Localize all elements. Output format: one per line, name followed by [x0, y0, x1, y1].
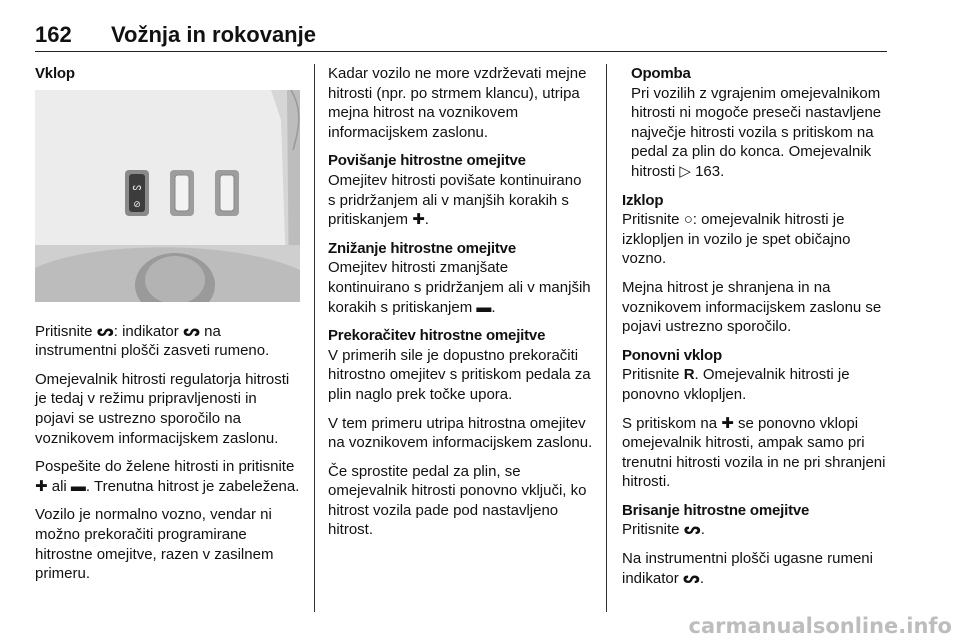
column-divider	[314, 64, 315, 612]
plus-icon: ✚	[35, 477, 48, 495]
page-number: 162	[35, 22, 72, 47]
resume-key-label: R	[683, 366, 695, 384]
note-heading: Opomba	[631, 65, 691, 82]
paragraph: Na instrumentni plošči ugasne rumeni indikator ᔕ.	[622, 550, 873, 587]
paragraph: Pritisnite ᔕ.	[622, 521, 705, 539]
note-box	[631, 64, 892, 182]
section-heading: Povišanje hitrostne omejitve	[328, 152, 526, 170]
section-heading: Izklop	[622, 191, 664, 209]
page-header	[35, 22, 887, 52]
watermark: carmanualsonline.info	[688, 614, 952, 638]
plus-icon: ✚	[721, 414, 734, 432]
svg-text:ᔕ: ᔕ	[132, 181, 142, 193]
section-heading-vklop: Vklop	[35, 65, 75, 82]
speed-limiter-icon: ᔕ	[683, 521, 701, 539]
circle-icon: ○	[683, 211, 693, 229]
speed-limiter-icon: ᔕ	[182, 322, 200, 340]
paragraph: Kadar vozilo ne more vzdrževati mejne hitrosti (npr. po strmem klancu), utripa mejna hitrost na voznikovem informacijskem zaslonu.	[328, 65, 587, 141]
paragraph: Omejitev hitrosti zmanjšate kontinuirano s pridržanjem ali v manjših korakih s pritiskanjem ▬.	[328, 259, 591, 316]
section-heading: Prekoračitev hitrostne omejitve	[328, 327, 546, 345]
column-divider	[606, 64, 607, 612]
paragraph: S pritiskom na ✚ se ponovno vklopi omejevalnik hitrosti, ampak samo pri trenutni hitrosti vozila in ne pri shranjeni hitrosti.	[622, 414, 886, 491]
column-1	[35, 64, 300, 593]
paragraph: Pritisnite R. Omejevalnik hitrosti je ponovno vklopljen.	[622, 366, 850, 403]
paragraph: Če sprostite pedal za plin, se omejevalnik hitrosti ponovno vključi, ko hitrost vozila pade pod nastavljeno hitrost.	[328, 462, 587, 539]
speed-limiter-icon: ᔕ	[682, 569, 700, 587]
paragraph: Mejna hitrost je shranjena in na voznikovem informacijskem zaslonu se pojavi ustrezno sporočilo.	[622, 278, 882, 336]
note-text: Pri vozilih z vgrajenim omejevalnikom hitrosti ni mogoče preseči nastavljene največje hitrosti vozila s pritiskom na pedal za plin do konca. Omejevalnik hitrosti ▷ 163.	[631, 84, 882, 180]
column-2	[328, 64, 593, 549]
svg-text:⊘: ⊘	[133, 199, 141, 210]
paragraph: Pritisnite ○: omejevalnik hitrosti je izklopljen in vozilo je spet običajno vozno.	[622, 211, 851, 268]
page-title: Vožnja in rokovanje	[111, 22, 316, 47]
paragraph: Pritisnite ᔕ: indikator ᔕ na instrumentni plošči zasveti rumeno.	[35, 322, 270, 360]
paragraph: Pospešite do želene hitrosti in pritisnite ✚ ali ▬. Trenutna hitrost je zabeležena.	[35, 458, 300, 495]
paragraph: V tem primeru utripa hitrostna omejitev na voznikovem informacijskem zaslonu.	[328, 414, 593, 452]
plus-icon: ✚	[412, 211, 425, 229]
paragraph: Omejitev hitrosti povišate kontinuirano s pridržanjem ali v manjših korakih s pritiskanjem ✚.	[328, 171, 582, 229]
minus-icon: ▬	[476, 298, 492, 316]
section-heading: Znižanje hitrostne omejitve	[328, 239, 516, 257]
paragraph: Omejevalnik hitrosti regulatorja hitrosti je tedaj v režimu pripravljenosti in pojavi se ustrezno sporočilo na voznikovem informacijskem zaslonu.	[35, 370, 290, 447]
speed-limiter-icon: ᔕ	[96, 322, 114, 340]
switch-panel-photo	[35, 90, 300, 302]
section-heading: Brisanje hitrostne omejitve	[622, 501, 810, 519]
page-reference-icon: ▷	[679, 162, 691, 180]
minus-icon: ▬	[70, 477, 86, 495]
section-heading: Ponovni vklop	[622, 346, 722, 364]
column-3	[622, 64, 892, 597]
paragraph: V primerih sile je dopustno prekoračiti hitrostno omejitev s pritiskom pedala za plin naglo prek točke upora.	[328, 346, 591, 403]
paragraph: Vozilo je normalno vozno, vendar ni možno prekoračiti programirane hitrostne omejitve, razen v zasilnem primeru.	[35, 506, 274, 583]
